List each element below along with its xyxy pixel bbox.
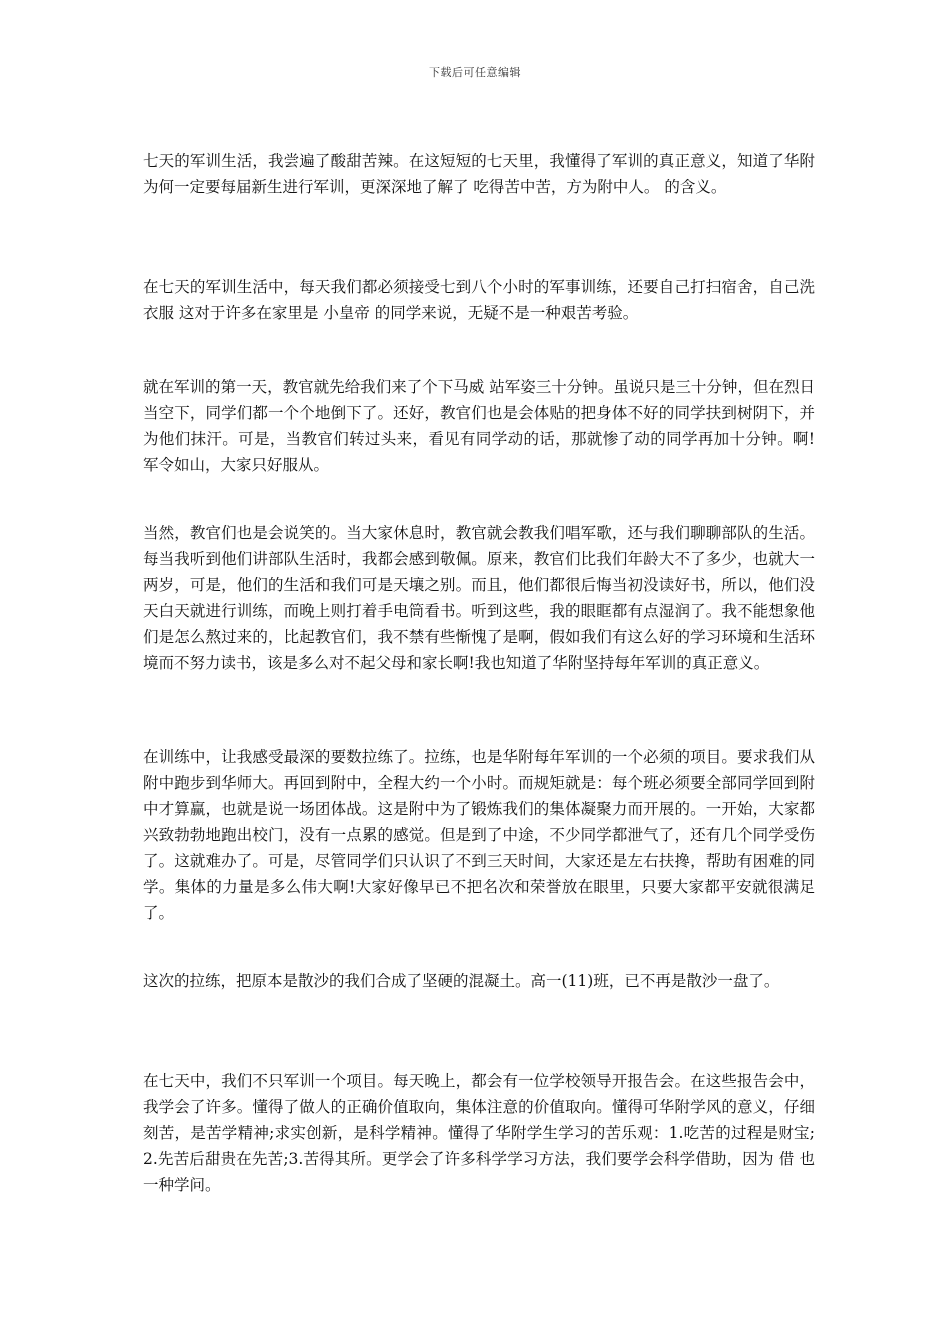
paragraph-2: 在七天的军训生活中，每天我们都必须接受七到八个小时的军事训练，还要自己打扫宿舍，自己洗衣服 这对于许多在家里是 小皇帝 的同学来说，无疑不是一种艰苦考验。 (143, 278, 815, 322)
paragraph-7: 在七天中，我们不只军训一个项目。每天晚上，都会有一位学校领导开报告会。在这些报告会中，我学会了许多。懂得了做人的正确价值取向，集体注意的价值取向。懂得可华附学风的意义，仔细刻苦，是苦学精神;求实创新，是科学精神。懂得了华附学生学习的苦乐观：1.吃苦的过程是财宝;2.先苦后甜贵在先苦;3.苦得其所。更学会了许多科学学习方法，我们要学会科学借助，因为 借 也一种学问。 (143, 1072, 815, 1194)
page-header: 下载后可任意编辑 (429, 66, 521, 79)
paragraph-6: 这次的拉练，把原本是散沙的我们合成了坚硬的混凝土。高一(11)班，已不再是散沙一盘了。 (143, 972, 780, 990)
paragraph-4: 当然，教官们也是会说笑的。当大家休息时，教官就会教我们唱军歌，还与我们聊聊部队的生活。每当我听到他们讲部队生活时，我都会感到敬佩。原来，教官们比我们年龄大不了多少，也就大一两岁，可是，他们的生活和我们可是天壤之别。而且，他们都很后悔当初没读好书，所以，他们没天白天就进行训练，而晚上则打着手电筒看书。听到这些，我的眼眶都有点湿润了。我不能想象他们是怎么熬过来的，比起教官们，我不禁有些惭愧了是啊，假如我们有这么好的学习环境和生活环境而不努力读书，该是多么对不起父母和家长啊!我也知道了华附坚持每年军训的真正意义。 (143, 524, 815, 672)
paragraph-1: 七天的军训生活，我尝遍了酸甜苦辣。在这短短的七天里，我懂得了军训的真正意义，知道了华附为何一定要每届新生进行军训，更深深地了解了 吃得苦中苦，方为附中人。 的含义。 (143, 152, 815, 196)
paragraph-5: 在训练中，让我感受最深的要数拉练了。拉练，也是华附每年军训的一个必须的项目。要求我们从附中跑步到华师大。再回到附中，全程大约一个小时。而规矩就是：每个班必须要全部同学回到附中才算赢，也就是说一场团体战。这是附中为了锻炼我们的集体凝聚力而开展的。一开始，大家都兴致勃勃地跑出校门，没有一点累的感觉。但是到了中途，不少同学都泄气了，还有几个同学受伤了。这就难办了。可是，尽管同学们只认识了不到三天时间，大家还是左右扶搀，帮助有困难的同学。集体的力量是多么伟大啊!大家好像早已不把名次和荣誉放在眼里，只要大家都平安就很满足了。 (143, 748, 815, 922)
paragraph-3: 就在军训的第一天，教官就先给我们来了个下马威 站军姿三十分钟。虽说只是三十分钟，但在烈日当空下，同学们都一个个地倒下了。还好，教官们也是会体贴的把身体不好的同学扶到树阴下，并为他们抹汗。可是，当教官们转过头来，看见有同学动的话，那就惨了动的同学再加十分钟。啊!军令如山，大家只好服从。 (143, 378, 815, 474)
